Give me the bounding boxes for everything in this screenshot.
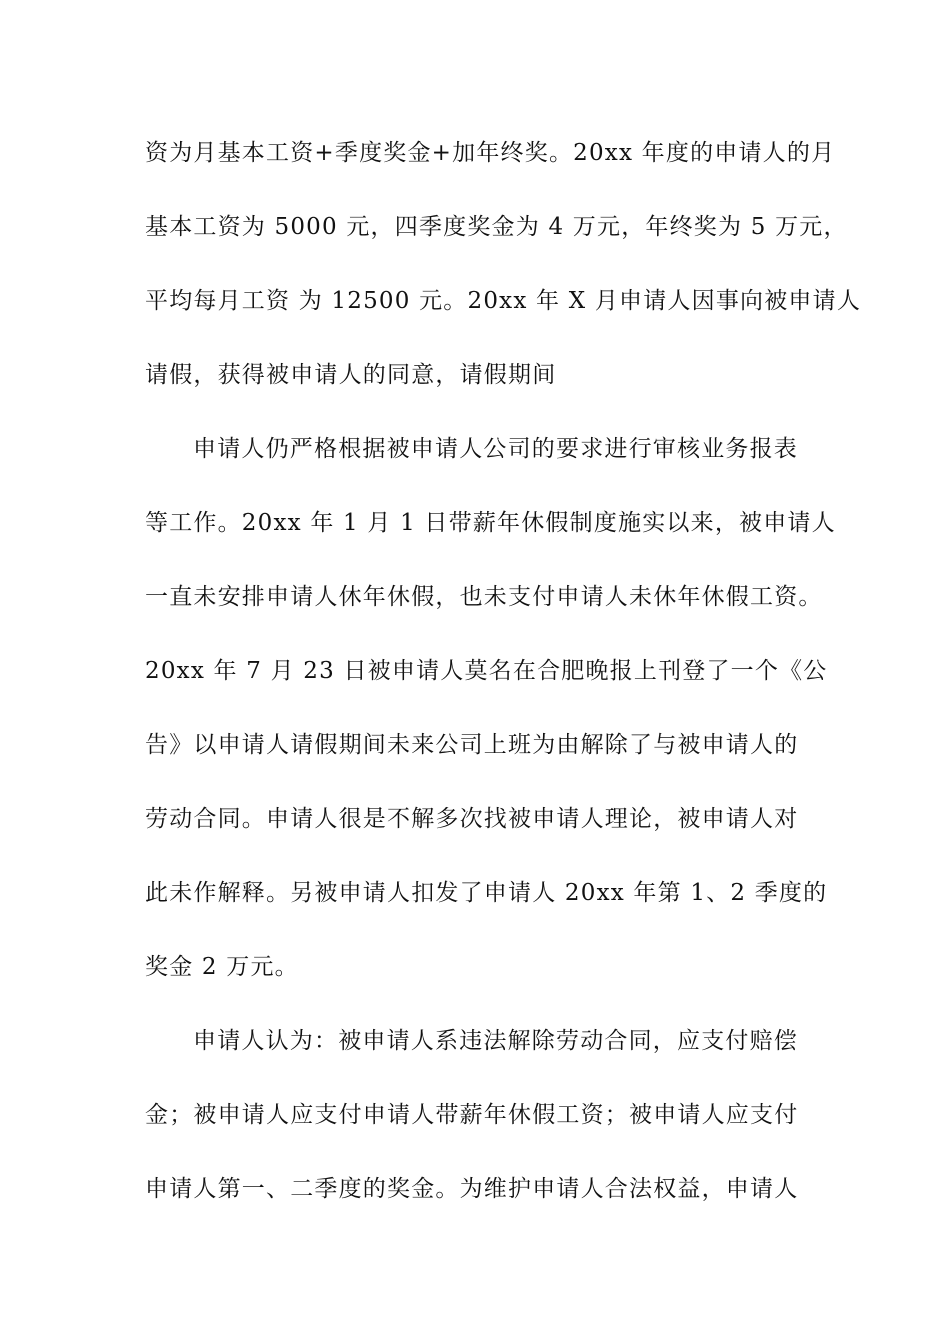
text-line-15: 申请人第一、二季度的奖金。为维护申请人合法权益，申请人 — [145, 1176, 799, 1202]
text-line-6: 等工作。20xx 年 1 月 1 日带薪年休假制度施实以来，被申请人 — [145, 510, 836, 536]
text-line-2: 基本工资为 5000 元，四季度奖金为 4 万元，年终奖为 5 万元， — [145, 214, 848, 240]
text-line-5: 申请人仍严格根据被申请人公司的要求进行审核业务报表 — [193, 436, 798, 462]
text-line-13: 申请人认为：被申请人系违法解除劳动合同，应支付赔偿 — [193, 1028, 798, 1054]
text-line-7: 一直未安排申请人休年休假，也未支付申请人未休年休假工资。 — [145, 584, 823, 610]
text-line-12: 奖金 2 万元。 — [145, 954, 299, 980]
text-line-9: 告》以申请人请假期间未来公司上班为由解除了与被申请人的 — [145, 732, 799, 758]
text-line-8: 20xx 年 7 月 23 日被申请人莫名在合肥晚报上刊登了一个《公 — [145, 658, 828, 684]
text-line-4: 请假，获得被申请人的同意，请假期间 — [145, 362, 557, 388]
text-line-14: 金；被申请人应支付申请人带薪年休假工资；被申请人应支付 — [145, 1102, 799, 1128]
text-line-3: 平均每月工资 为 12500 元。20xx 年 X 月申请人因事向被申请人 — [145, 288, 862, 314]
text-line-11: 此未作解释。另被申请人扣发了申请人 20xx 年第 1、2 季度的 — [145, 880, 828, 906]
text-line-10: 劳动合同。申请人很是不解多次找被申请人理论，被申请人对 — [145, 806, 799, 832]
text-line-1: 资为月基本工资+季度奖金+加年终奖。20xx 年度的申请人的月 — [145, 140, 836, 166]
